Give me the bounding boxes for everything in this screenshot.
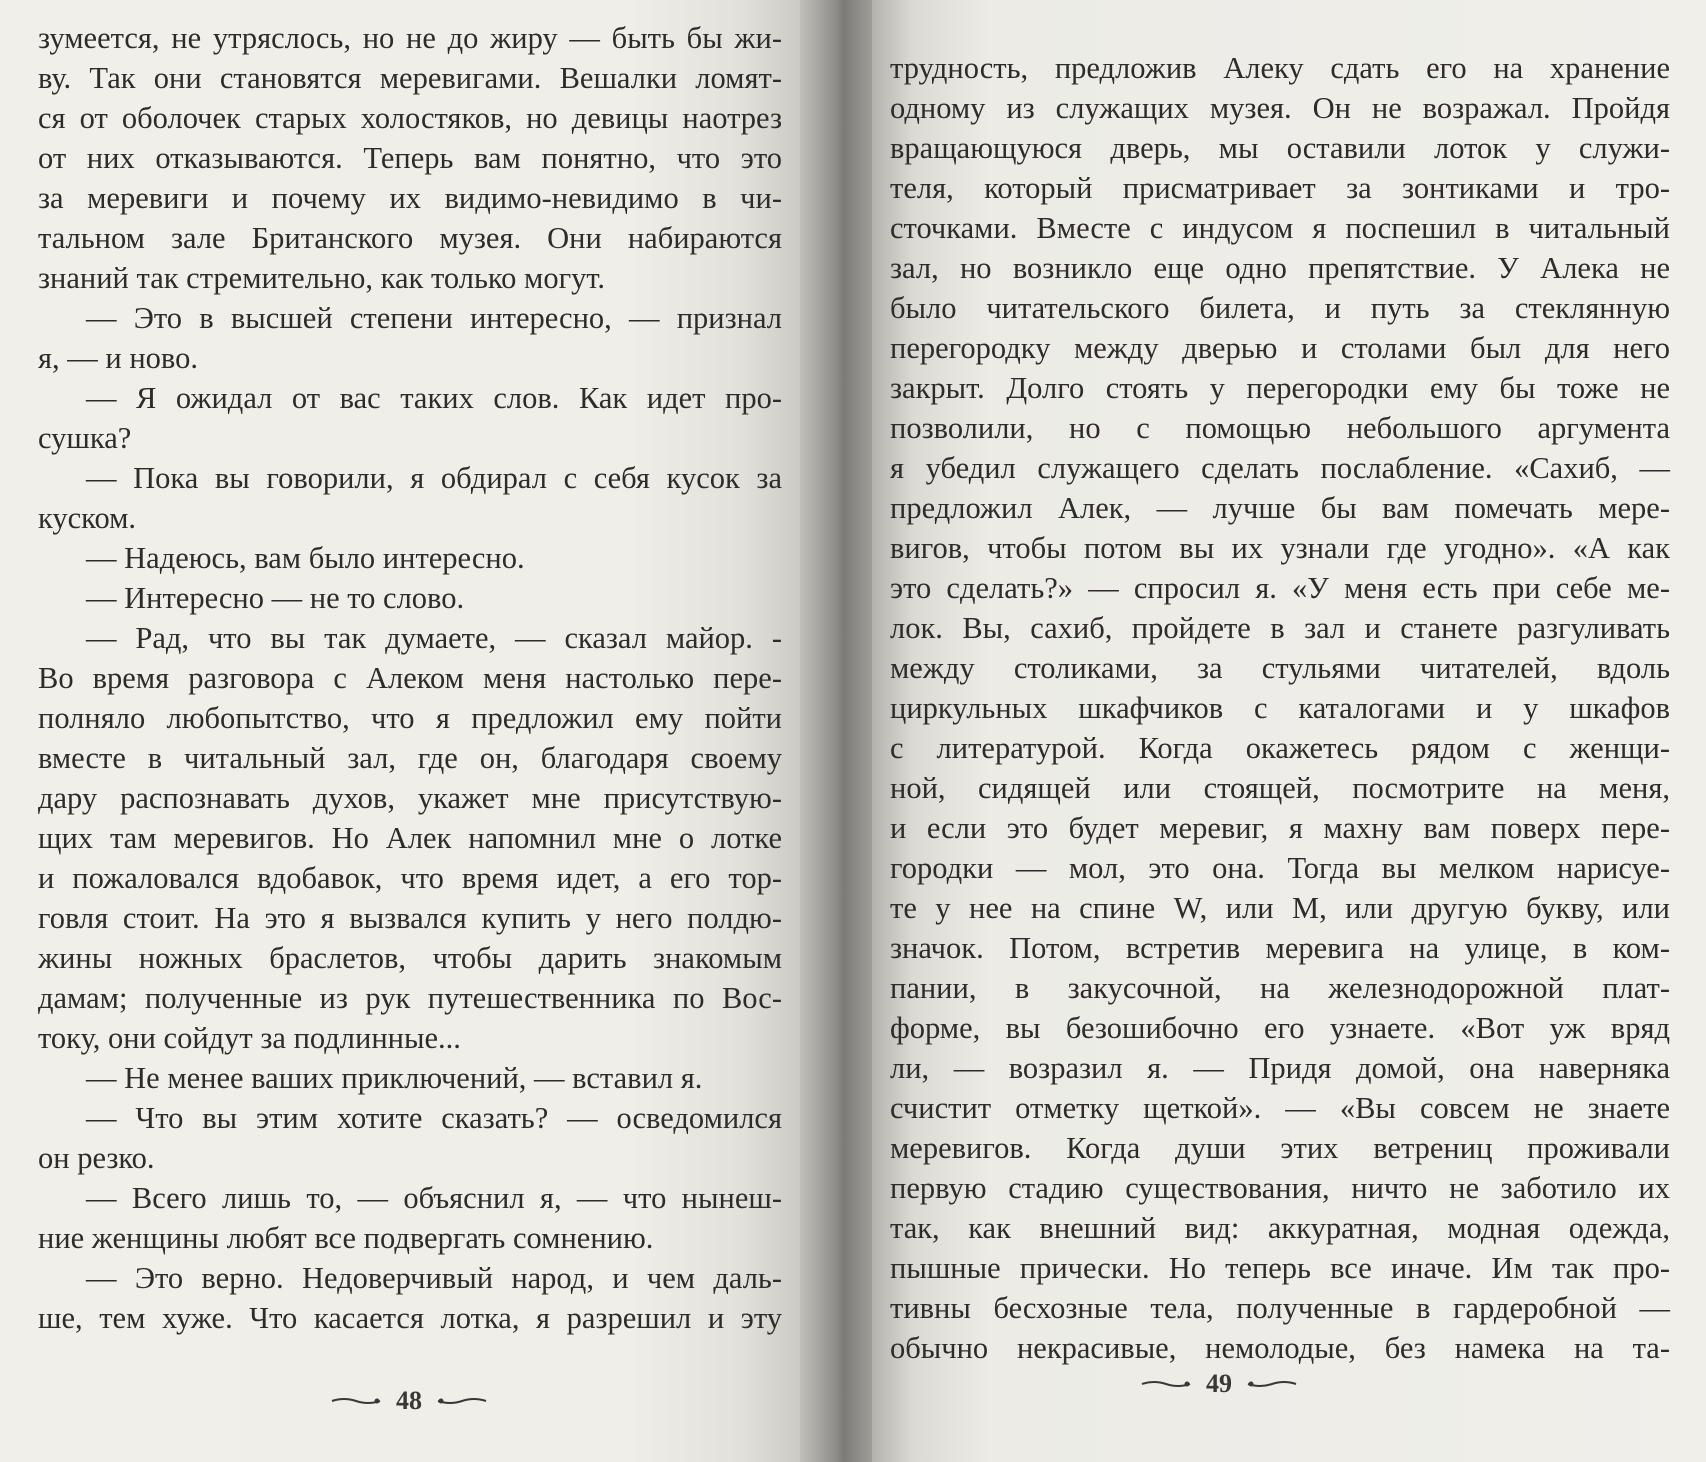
text-line: тивны бесхозные тела, полученные в гардеробной — [890, 1291, 1670, 1325]
right-page-footer [1140, 1369, 1298, 1399]
text-line: перегородку между дверью и столами был для него [890, 331, 1670, 365]
text-line: трудность, предложив Алеку сдать его на хранение [890, 51, 1670, 85]
text-line: щих там меревигов. Но Алек напомнил мне о лотке [38, 821, 782, 855]
text-line: ной, сидящей или стоящей, посмотрите на меня, [890, 771, 1670, 805]
text-line: току, они сойдут за подлинные... [38, 1021, 461, 1055]
text-line: — Что вы этим хотите сказать? — осведомился [86, 1101, 782, 1135]
book-gutter [800, 0, 880, 1462]
text-line: те у нее на спине W, или М, или другую букву, или [890, 891, 1670, 925]
text-line: с литературой. Когда окажетесь рядом с женщи- [890, 731, 1670, 765]
text-line: зал, но возникло еще одно препятствие. У Алека не [890, 251, 1670, 285]
ornament-right-icon [436, 1396, 488, 1406]
text-line: предложил Алек, — лучше бы вам помечать мере- [890, 491, 1670, 525]
text-line: ся от оболочек старых холостяков, но девицы наотрез [38, 101, 782, 135]
text-line: теля, который присматривает за зонтиками и тро- [890, 171, 1670, 205]
text-line: — Надеюсь, вам было интересно. [86, 541, 525, 575]
text-line: позволили, но с помощью небольшого аргумента [890, 411, 1670, 445]
text-line: я убедил служащего сделать послабление. «Сахиб, — [890, 451, 1670, 485]
text-line: он резко. [38, 1141, 155, 1175]
text-line: циркульных шкафчиков с каталогами и у шкафов [890, 691, 1670, 725]
page-number: 48 [396, 1386, 422, 1415]
text-line: — Интересно — не то слово. [86, 581, 465, 615]
text-line: и пожаловался вдобавок, что время идет, а его тор- [38, 861, 782, 895]
text-line: — Не менее ваших приключений, — вставил я. [86, 1061, 703, 1095]
text-line: дару распознавать духов, укажет мне присутствую- [38, 781, 782, 815]
text-line: Во время разговора с Алеком меня настолько пере- [38, 661, 782, 695]
text-line: — Это верно. Недоверчивый народ, и чем даль- [86, 1261, 782, 1295]
text-line: дамам; полученные из рук путешественника по Вос- [38, 981, 782, 1015]
text-line: — Я ожидал от вас таких слов. Как идет про- [86, 381, 782, 415]
text-line: вращающуюся дверь, мы оставили лоток у служи- [890, 131, 1670, 165]
text-line: форме, вы безошибочно его узнаете. «Вот уж вряд [890, 1011, 1670, 1045]
ornament-left-icon [330, 1396, 382, 1406]
text-line: это сделать?» — спросил я. «У меня есть при себе ме- [890, 571, 1670, 605]
text-line: вместе в читальный зал, где он, благодаря своему [38, 741, 782, 775]
text-line: первую стадию существования, ничто не заботило их [890, 1171, 1670, 1205]
text-line: жины ножных браслетов, чтобы дарить знакомым [38, 941, 782, 975]
text-line: между столиками, за стульями читателей, вдоль [890, 651, 1670, 685]
text-line: счистит отметку щеткой». — «Вы совсем не знаете [890, 1091, 1670, 1125]
text-line: ву. Так они становятся меревигами. Вешалки ломят- [38, 61, 782, 95]
text-line: тальном зале Британского музея. Они набираются [38, 221, 782, 255]
left-page-text [38, 18, 782, 1338]
text-line: сушка? [38, 421, 132, 455]
text-line: — Пока вы говорили, я обдирал с себя кусок за [86, 461, 782, 495]
text-line: — Всего лишь то, — объяснил я, — что нынеш- [86, 1181, 782, 1215]
right-page [872, 0, 1706, 1462]
text-line: сточками. Вместе с индусом я поспешил в читальный [890, 211, 1670, 245]
text-line: от них отказываются. Теперь вам понятно, что это [38, 141, 782, 175]
ornament-right-icon [1246, 1379, 1298, 1389]
text-line: и если это будет меревиг, я махну вам поверх пере- [890, 811, 1670, 845]
text-line: ше, тем хуже. Что касается лотка, я разрешил и эту [38, 1301, 782, 1335]
text-line: ние женщины любят все подвергать сомнению. [38, 1221, 654, 1255]
text-line: меревигов. Когда души этих ветрениц проживали [890, 1131, 1670, 1165]
text-line: говля стоит. На это я вызвался купить у него полдю- [38, 901, 782, 935]
text-line: — Рад, что вы так думаете, — сказал майор. - [86, 621, 782, 655]
text-line: одному из служащих музея. Он не возражал. Пройдя [890, 91, 1670, 125]
text-line: лок. Вы, сахиб, пройдете в зал и станете разгуливать [890, 611, 1670, 645]
left-page-footer [330, 1386, 488, 1416]
text-line: так, как внешний вид: аккуратная, модная одежда, [890, 1211, 1670, 1245]
right-page-text [890, 48, 1670, 1368]
text-line: было читательского билета, и путь за стеклянную [890, 291, 1670, 325]
page-number: 49 [1206, 1369, 1232, 1398]
text-line: зумеется, не утряслось, но не до жиру — быть бы жи- [38, 21, 782, 55]
text-line: пании, в закусочной, на железнодорожной плат- [890, 971, 1670, 1005]
text-line: куском. [38, 501, 137, 535]
text-line: полняло любопытство, что я предложил ему пойти [38, 701, 782, 735]
text-line: обычно некрасивые, немолодые, без намека на та- [890, 1331, 1670, 1365]
text-line: я, — и ново. [38, 341, 198, 375]
text-line: — Это в высшей степени интересно, — признал [86, 301, 782, 335]
text-line: пышные прически. Но теперь все иначе. Им так про- [890, 1251, 1670, 1285]
text-line: знаний так стремительно, как только могут. [38, 261, 606, 295]
text-line: ли, — возразил я. — Придя домой, она наверняка [890, 1051, 1670, 1085]
text-line: закрыт. Долго стоять у перегородки ему бы тоже не [890, 371, 1670, 405]
text-line: значок. Потом, встретив меревига на улице, в ком- [890, 931, 1670, 965]
text-line: городки — мол, это она. Тогда вы мелком нарисуе- [890, 851, 1670, 885]
text-line: вигов, чтобы потом вы их узнали где угодно». «А как [890, 531, 1670, 565]
ornament-left-icon [1140, 1379, 1192, 1389]
text-line: за меревиги и почему их видимо-невидимо в чи- [38, 181, 782, 215]
left-page [0, 0, 808, 1462]
